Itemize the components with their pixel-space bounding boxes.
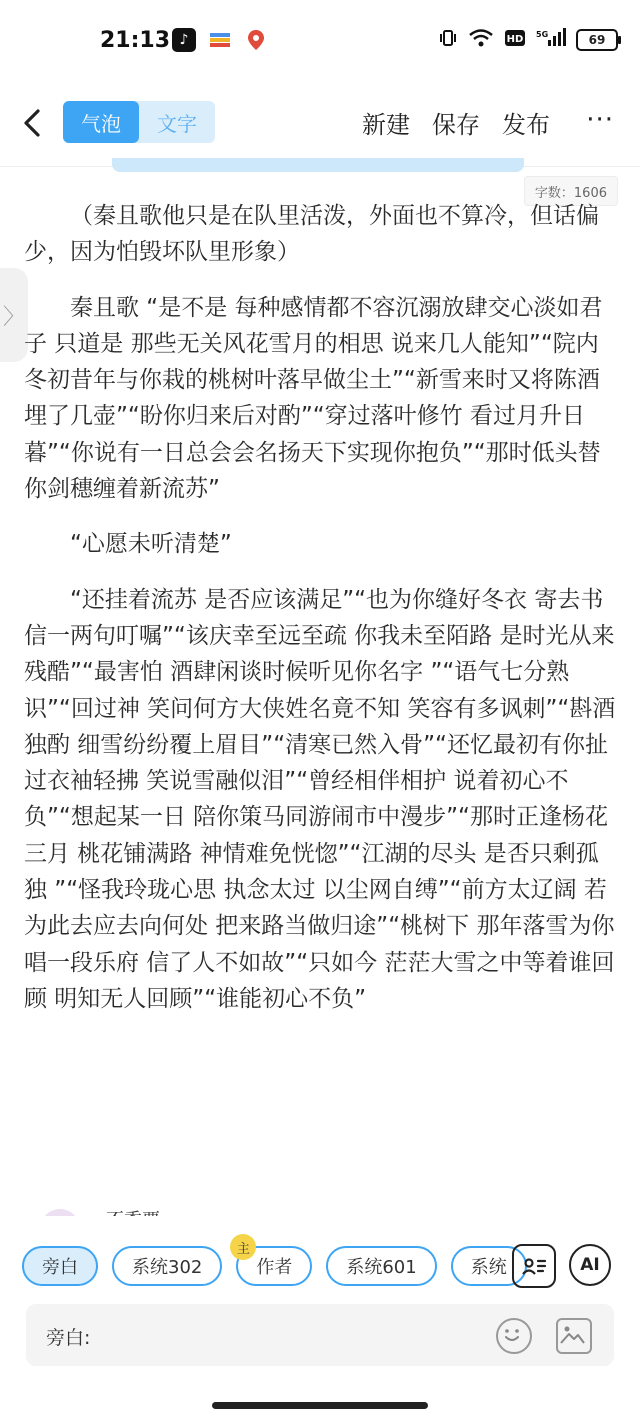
- text-paragraph: “心愿未听清楚”: [70, 531, 232, 558]
- main-badge: 主: [230, 1234, 256, 1260]
- chip-label: 系统: [470, 1257, 507, 1278]
- signal-5g-icon: [536, 28, 566, 52]
- status-time: 21:13: [100, 28, 171, 53]
- editor-toolbar: [0, 95, 640, 155]
- speaker-chip-narrator[interactable]: [22, 1246, 98, 1286]
- emoji-button[interactable]: [496, 1318, 532, 1354]
- speaker-chips: [22, 1241, 507, 1286]
- wifi-icon: [468, 28, 494, 52]
- back-button[interactable]: [18, 101, 48, 145]
- chip-label: 旁白: [42, 1257, 78, 1278]
- text-paragraph: 秦且歌 “是不是 每种感情都不容沉溺放肆交心淡如君子 只道是 那些无关风花雪月的相思 说来几人能知”“院内冬初昔年与你栽的桃树叶落早做尘土”“新雪来时又将陈酒埋了几壶”“盼你归来后对酌”“穿过落叶修竹 看过月升日暮”“你说有一日总会会名扬天下实现你抱负”“那时低头替你剑穗缠着新流苏”: [24, 294, 603, 503]
- word-count-badge: 字数：1606: [524, 176, 618, 206]
- home-indicator: [212, 1402, 428, 1409]
- tab-text[interactable]: 文字: [157, 111, 197, 136]
- more-options-button[interactable]: ···: [586, 105, 614, 135]
- selected-bubble-edge: [112, 158, 524, 172]
- location-pin-icon: [244, 28, 268, 52]
- battery-indicator: 69: [576, 29, 618, 51]
- text-paragraph: （秦且歌他只是在队里活泼，外面也不算冷，但话偏少，因为怕毁坏队里形象）: [24, 203, 599, 266]
- speaker-chip-system302[interactable]: [112, 1246, 222, 1286]
- hd-icon: [504, 29, 526, 51]
- save-button[interactable]: 保存: [432, 111, 480, 139]
- wallet-icon: [208, 28, 232, 52]
- status-indicators: [438, 28, 618, 52]
- status-app-icons: [172, 28, 268, 52]
- publish-button[interactable]: 发布: [502, 111, 550, 139]
- chip-label: 系统302: [132, 1257, 203, 1278]
- toolbar-actions: [362, 105, 550, 140]
- vibrate-icon: [438, 28, 458, 52]
- chevron-right-icon: 〉: [2, 304, 25, 330]
- contact-card-icon: [520, 1253, 548, 1279]
- chip-label: 作者: [256, 1257, 293, 1278]
- character-card-button[interactable]: [512, 1244, 556, 1288]
- dialogue-input[interactable]: [26, 1304, 614, 1366]
- image-icon: [556, 1318, 588, 1350]
- status-bar: [0, 0, 640, 80]
- tab-bubble[interactable]: 气泡: [63, 101, 139, 143]
- chip-label: 系统601: [346, 1257, 417, 1278]
- mode-segmented-control: [63, 101, 215, 143]
- speaker-chip-system601[interactable]: [326, 1246, 436, 1286]
- image-button[interactable]: [556, 1318, 592, 1354]
- story-text-area[interactable]: [24, 198, 616, 1036]
- speaker-chip-author[interactable]: [236, 1241, 312, 1286]
- ai-button[interactable]: AI: [569, 1244, 611, 1286]
- tiktok-icon: ♪: [172, 28, 196, 52]
- new-button[interactable]: 新建: [362, 111, 410, 139]
- svg-text:5G: 5G: [536, 30, 549, 39]
- svg-text:HD: HD: [506, 34, 524, 45]
- chevron-left-icon: [18, 101, 48, 145]
- input-label: 旁白:: [46, 1327, 91, 1349]
- text-paragraph: “还挂着流苏 是否应该满足”“也为你缝好冬衣 寄去书信一两句叮嘱”“该庆幸至远至疏 你我未至陌路 是时光从来残酷”“最害怕 酒肆闲谈时候听见你名字 ”“语气七分熟识”“回过神 笑问何方大侠姓名竟不知 笑容有多讽刺”“斟酒独酌 细雪纷纷覆上眉目”“清寒已然入骨”“还忆最初有你扯过衣袖轻拂 笑说雪融似泪”“曾经相伴相护 说着初心不负”“想起某一日 陪你策马同游闹市中漫步”“那时正逢杨花三月 桃花铺满路 神情难免恍惚”“江湖的尽头 是否只剩孤独 ”“怪我玲珑心思 执念太过 以尘网自缚”“前方太辽阔 若为此去应去向何处 把来路当做归途”“桃树下 那年落雪为你唱一段乐府 信了人不如故”“只如今 茫茫大雪之中等着谁回顾 明知无人回顾”“谁能初心不负”: [24, 586, 616, 1012]
- smiley-icon: [496, 1318, 528, 1350]
